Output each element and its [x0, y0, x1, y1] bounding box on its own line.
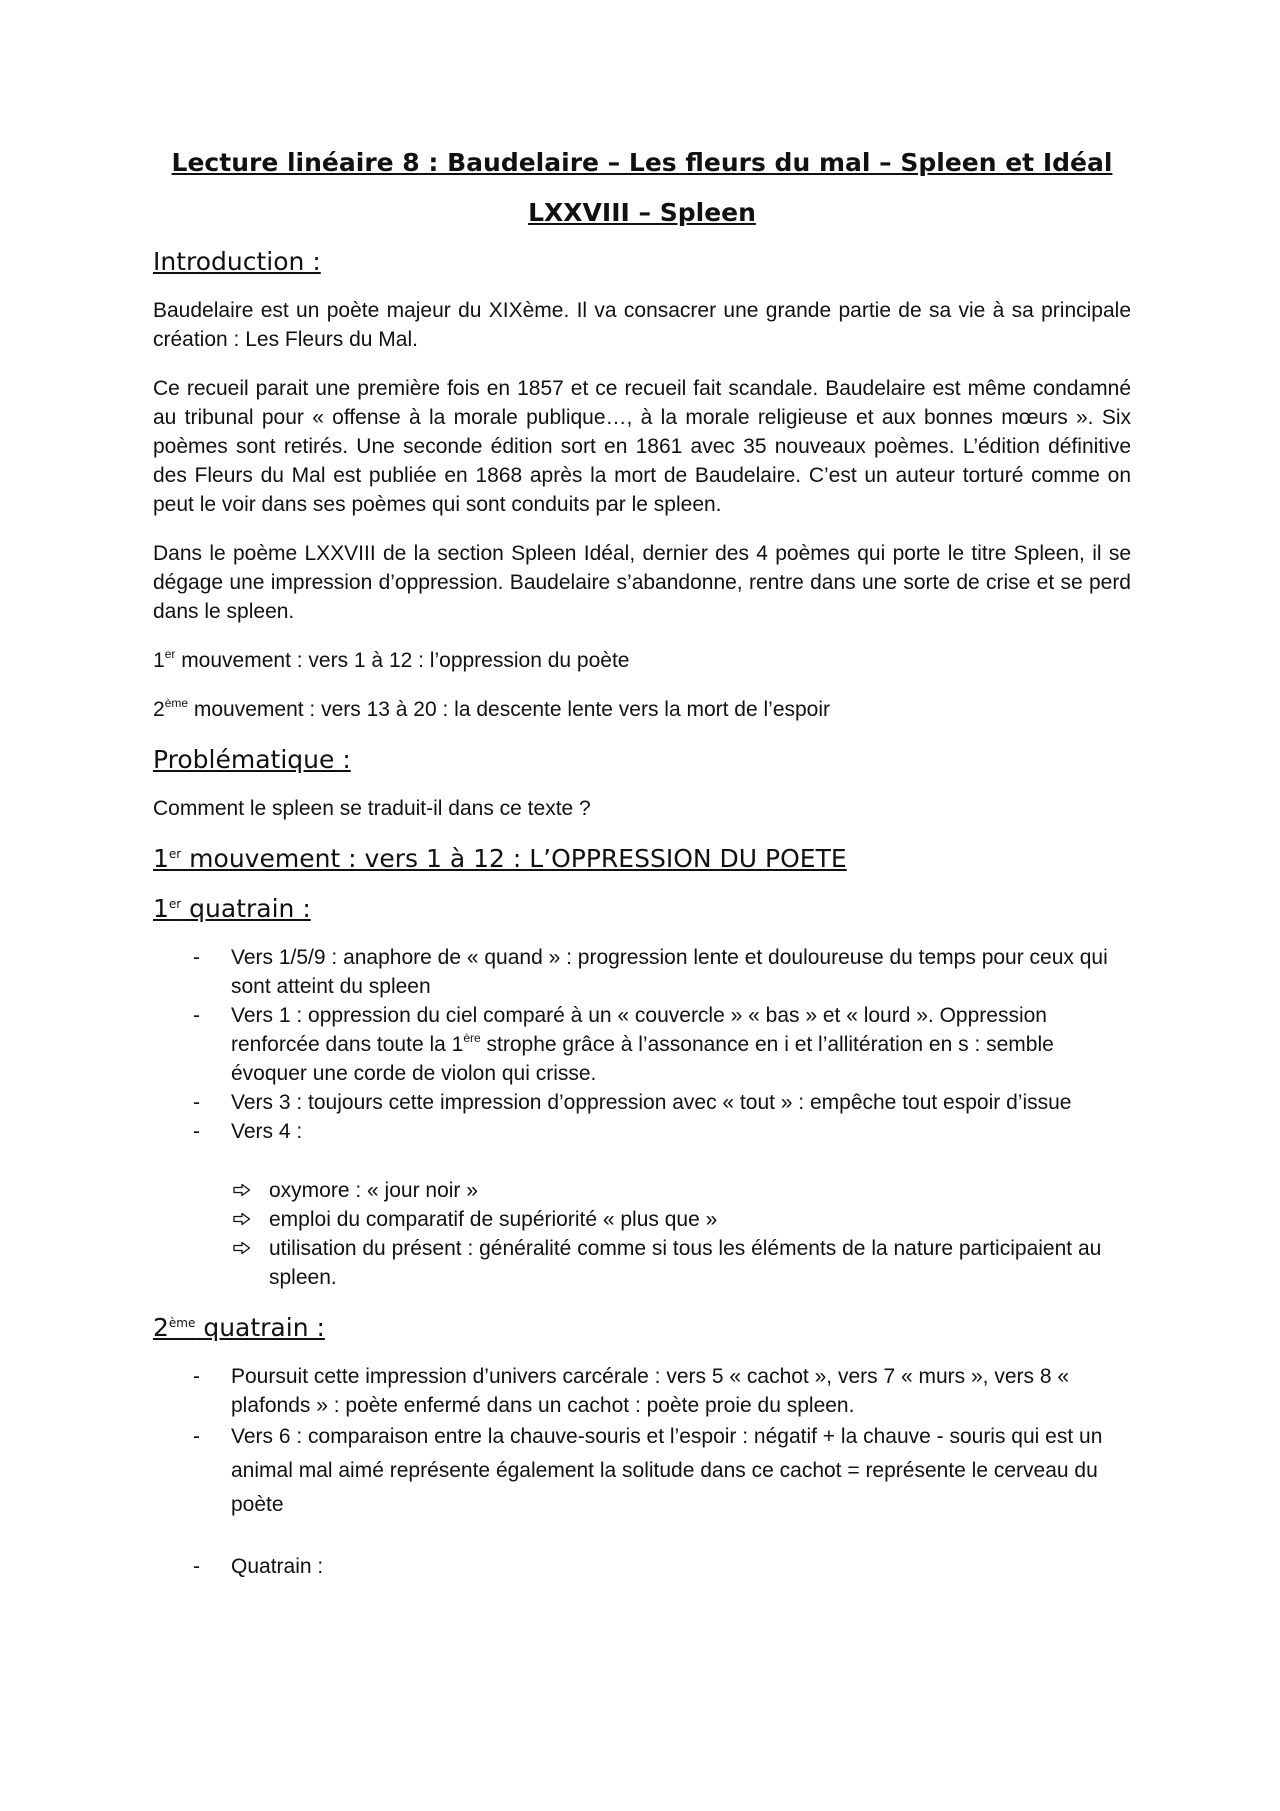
document-content	[153, 148, 1131, 1597]
list-item-text-before: Vers 1 : oppression du ciel comparé à un « couvercle » « bas » et « lourd ». Oppression renforcée dans toute la 1	[231, 1004, 1047, 1056]
mouvement-1-heading-text: mouvement : vers 1 à 12 : L’OPPRESSION DU POETE	[181, 844, 847, 873]
list-item: - Vers 3 : toujours cette impression d’oppression avec « tout » : empêche tout espoir d’issue	[153, 1088, 1131, 1117]
movement-2-ordinal: ème	[164, 696, 189, 710]
quatrain-1-sublist	[153, 1176, 1131, 1292]
sub-list-item-text: emploi du comparatif de supériorité « plus que »	[269, 1208, 718, 1231]
quatrain-2-list	[153, 1362, 1131, 1522]
list-item: - Poursuit cette impression d’univers carcérale : vers 5 « cachot », vers 7 « murs », vers 8 « plafonds » : poète enfermé dans un cachot : poète proie du spleen.	[153, 1362, 1131, 1420]
movement-1-text: mouvement : vers 1 à 12 : l’oppression du poète	[175, 649, 630, 672]
movement-1-line	[153, 646, 1131, 675]
list-item: - Vers 6 : comparaison entre la chauve-souris et l’espoir : négatif + la chauve - souris qui est un animal mal aimé représente également la solitude dans ce cachot = représente le cerveau du poète	[153, 1420, 1131, 1522]
quatrain-1-ordinal: er	[168, 897, 182, 911]
quatrain-2-number: 2	[153, 1313, 169, 1342]
problematique-heading: Problématique :	[153, 745, 351, 774]
intro-paragraph-1: Baudelaire est un poète majeur du XIXème. Il va consacrer une grande partie de sa vie à sa principale création : Les Fleurs du Mal.	[153, 299, 1131, 351]
movement-2-line	[153, 695, 1131, 724]
quatrain-1-heading	[153, 893, 1131, 925]
mouvement-1-heading	[153, 843, 1131, 875]
spacer	[153, 1162, 1131, 1176]
intro-paragraph-3: Dans le poème LXXVIII de la section Spleen Idéal, dernier des 4 poèmes qui porte le titre Spleen, il se dégage une impression d’oppression. Baudelaire s’abandonne, rentre dans une sorte de crise et se perd dans le spleen.	[153, 542, 1131, 623]
list-item-text-after: strophe grâce à l’assonance en i et l’allitération en s : semble évoquer une corde de violon qui crisse.	[231, 1033, 1054, 1085]
document-title: Lecture linéaire 8 : Baudelaire – Les fleurs du mal – Spleen et Idéal	[171, 148, 1113, 177]
mouvement-1-ordinal: er	[168, 847, 182, 861]
introduction-heading: Introduction :	[153, 247, 321, 276]
intro-paragraph-2: Ce recueil parait une première fois en 1857 et ce recueil fait scandale. Baudelaire est même condamné au tribunal pour « offense à la morale publique…, à la morale religieuse et aux bonnes mœurs ». Six poèmes sont retirés. Une seconde édition sort en 1861 avec 35 nouveaux poèmes. L’édition définitive des Fleurs du Mal est publiée en 1868 après la mort de Baudelaire. C’est un auteur torturé comme on peut le voir dans ses poèmes qui sont conduits par le spleen.	[153, 377, 1131, 516]
quatrain-1-heading-text: quatrain :	[181, 894, 311, 923]
sub-list-item	[153, 1176, 1131, 1205]
arrow-bullet-icon	[233, 1205, 255, 1234]
movement-1-number: 1	[153, 649, 165, 672]
list-item-ordinal: ère	[463, 1031, 481, 1045]
arrow-bullet-icon	[233, 1234, 255, 1263]
quatrain-2-heading	[153, 1312, 1131, 1344]
arrow-bullet-icon	[233, 1176, 255, 1205]
sub-list-item-text: oxymore : « jour noir »	[269, 1179, 478, 1202]
problematique-question: Comment le spleen se traduit-il dans ce texte ?	[153, 797, 591, 820]
list-item: - Vers 4 :	[153, 1117, 1131, 1146]
quatrain-2-list-end	[153, 1552, 1131, 1581]
mouvement-1-number: 1	[153, 844, 169, 873]
quatrain-2-heading-text: quatrain :	[195, 1313, 325, 1342]
quatrain-2-ordinal: ème	[168, 1316, 196, 1330]
list-item: - Quatrain :	[153, 1552, 1131, 1581]
movement-2-text: mouvement : vers 13 à 20 : la descente lente vers la mort de l’espoir	[188, 698, 831, 721]
list-item: - Vers 1/5/9 : anaphore de « quand » : progression lente et douloureuse du temps pour ceux qui sont atteint du spleen	[153, 943, 1131, 1001]
quatrain-1-number: 1	[153, 894, 169, 923]
quatrain-1-list	[153, 943, 1131, 1146]
sub-list-item	[153, 1234, 1131, 1292]
sub-list-item	[153, 1205, 1131, 1234]
spacer	[153, 1538, 1131, 1552]
list-item	[153, 1001, 1131, 1088]
sub-list-item-text: utilisation du présent : généralité comme si tous les éléments de la nature participaient au spleen.	[269, 1237, 1102, 1289]
movement-2-number: 2	[153, 698, 165, 721]
document-subtitle: LXXVIII – Spleen	[528, 198, 756, 227]
movement-1-ordinal: er	[164, 647, 176, 661]
